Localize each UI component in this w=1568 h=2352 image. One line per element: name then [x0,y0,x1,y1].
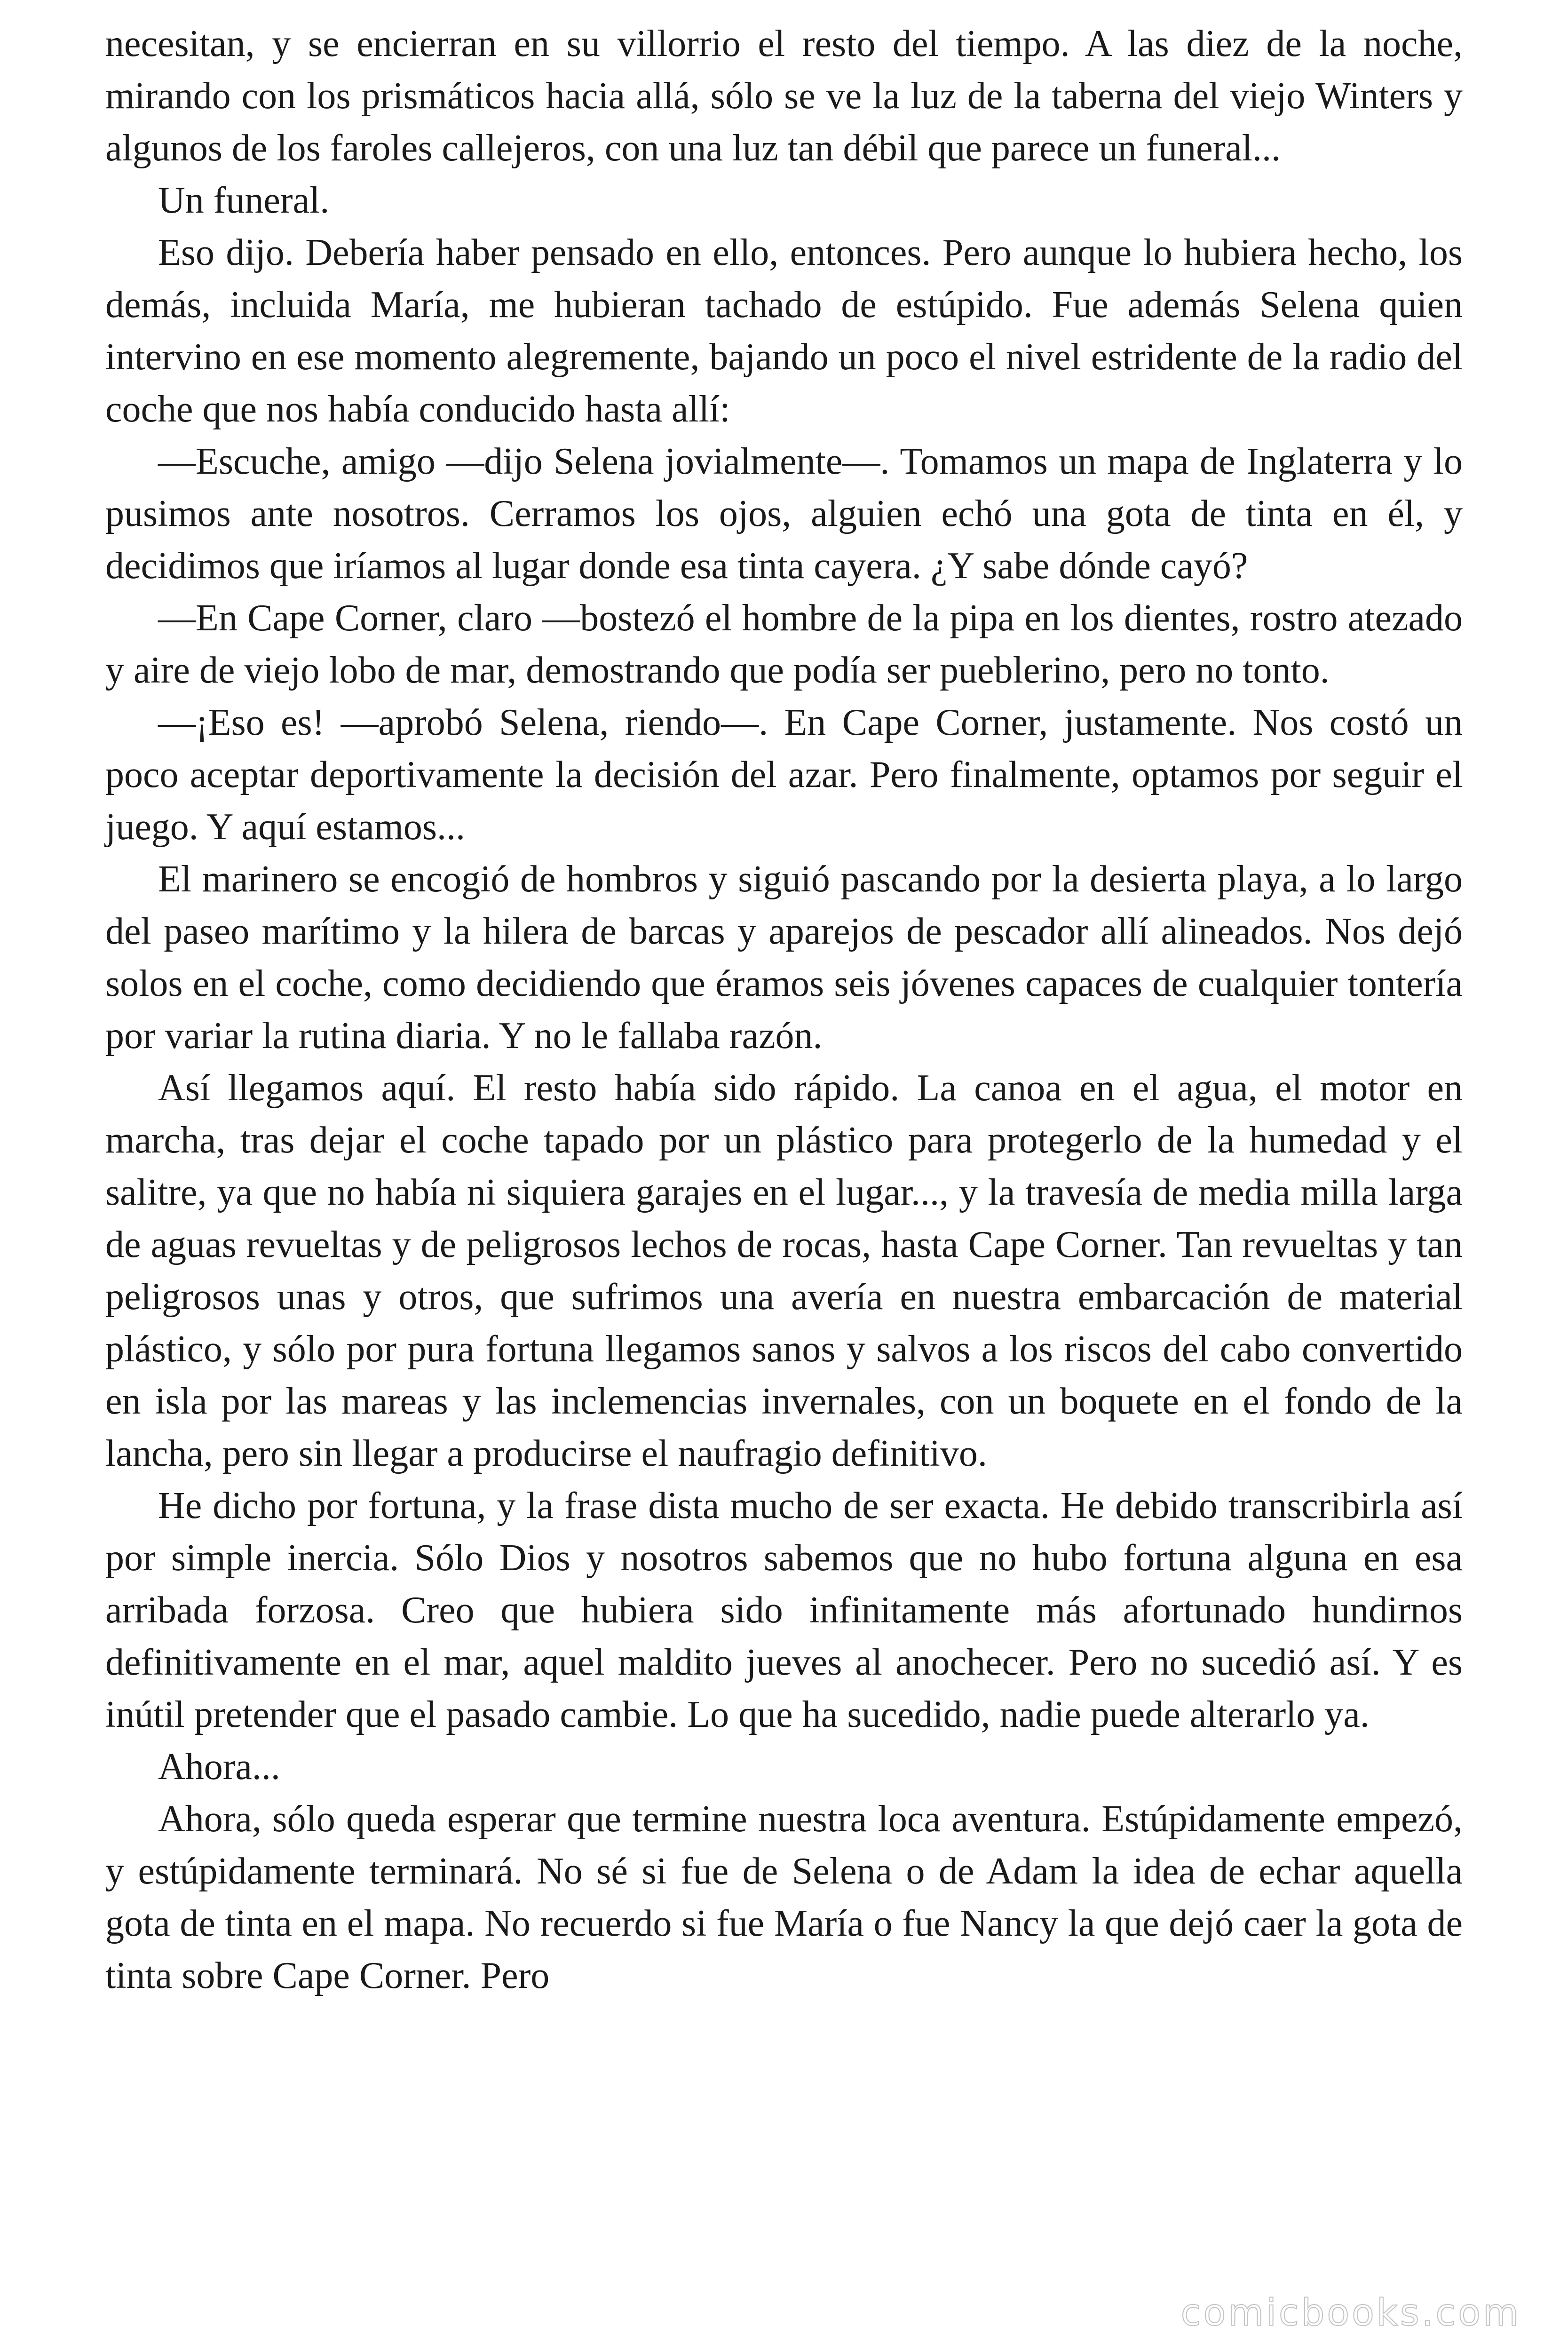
paragraph: —En Cape Corner, claro —bostezó el hombre de la pipa en los dientes, rostro atezado y aire de viejo lobo de mar, demostrando que podía ser pueblerino, pero no tonto. [105,597,1463,691]
paragraph: Ahora... [158,1746,280,1788]
paragraph: El marinero se encogió de hombros y siguió pascando por la desierta playa, a lo largo del paseo marítimo y la hilera de barcas y aparejos de pescador allí alineados. Nos dejó solos en el coche, como decidiendo que éramos seis jóvenes capaces de cualquier tontería por variar la rutina diaria. Y no le fallaba razón. [105,858,1463,1057]
paragraph: Un funeral. [158,180,330,221]
paragraph: Eso dijo. Debería haber pensado en ello, entonces. Pero aunque lo hubiera hecho, los demás, incluida María, me hubieran tachado de estúpido. Fue además Selena quien intervino en ese momento alegremente, bajando un poco el nivel estridente de la radio del coche que nos había conducido hasta allí: [105,232,1463,430]
paragraph: —Escuche, amigo —dijo Selena jovialmente—. Tomamos un mapa de Inglaterra y lo pusimos ante nosotros. Cerramos los ojos, alguien echó una gota de tinta en él, y decidimos que iríamos al lugar donde esa tinta cayera. ¿Y sabe dónde cayó? [105,441,1463,587]
paragraph: Ahora, sólo queda esperar que termine nuestra loca aventura. Estúpidamente empezó, y estúpidamente terminará. No sé si fue de Selena o de Adam la idea de echar aquella gota de tinta en el mapa. No recuerdo si fue María o fue Nancy la que dejó caer la gota de tinta sobre Cape Corner. Pero [105,1798,1463,1996]
page-text [105,18,1463,2002]
paragraph: Así llegamos aquí. El resto había sido rápido. La canoa en el agua, el motor en marcha, tras dejar el coche tapado por un plástico para protegerlo de la humedad y el salitre, ya que no había ni siquiera garajes en el lugar..., y la travesía de media milla larga de aguas revueltas y de peligrosos lechos de rocas, hasta Cape Corner. Tan revueltas y tan peligrosos unas y otros, que sufrimos una avería en nuestra embarcación de material plástico, y sólo por pura fortuna llegamos sanos y salvos a los riscos del cabo convertido en isla por las mareas y las inclemencias invernales, con un boquete en el fondo de la lancha, pero sin llegar a producirse el naufragio definitivo. [105,1067,1463,1474]
paragraph: —¡Eso es! —aprobó Selena, riendo—. En Cape Corner, justamente. Nos costó un poco aceptar deportivamente la decisión del azar. Pero finalmente, optamos por seguir el juego. Y aquí estamos... [105,702,1463,848]
watermark: comicbooks.com [1180,2292,1521,2334]
paragraph: He dicho por fortuna, y la frase dista mucho de ser exacta. He debido transcribirla así por simple inercia. Sólo Dios y nosotros sabemos que no hubo fortuna alguna en esa arribada forzosa. Creo que hubiera sido infinitamente más afortunado hundirnos definitivamente en el mar, aquel maldito jueves al anochecer. Pero no sucedió así. Y es inútil pretender que el pasado cambie. Lo que ha sucedido, nadie puede alterarlo ya. [105,1485,1463,1735]
paragraph: necesitan, y se encierran en su villorrio el resto del tiempo. A las diez de la noche, mirando con los prismáticos hacia allá, sólo se ve la luz de la taberna del viejo Winters y algunos de los faroles callejeros, con una luz tan débil que parece un funeral... [105,23,1463,169]
